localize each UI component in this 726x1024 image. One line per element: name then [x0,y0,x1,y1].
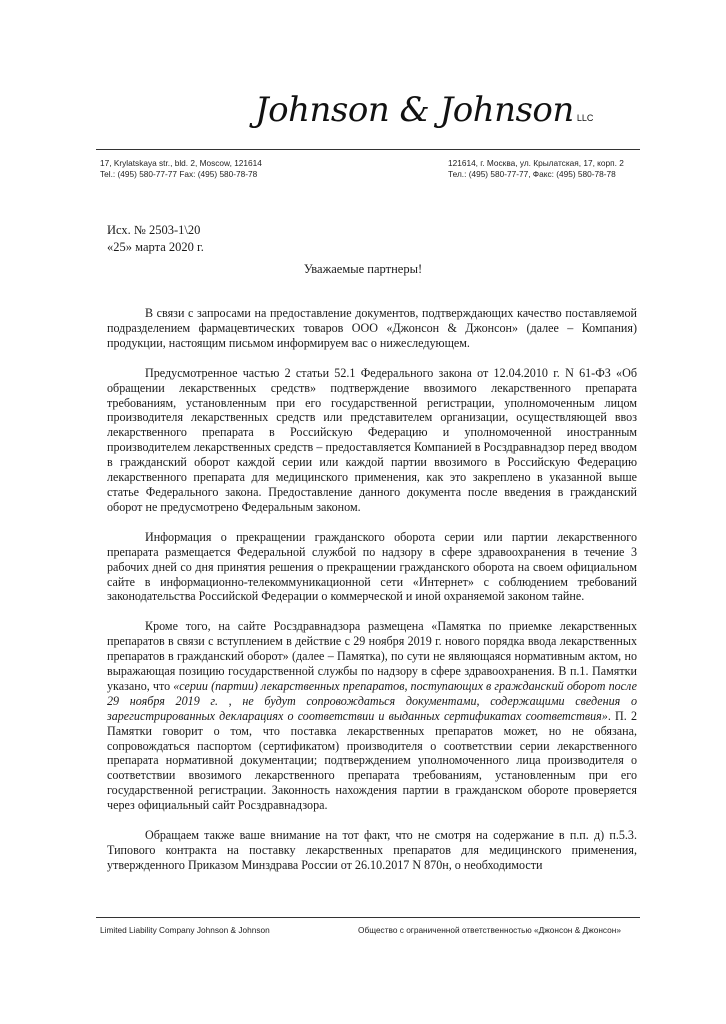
footer-divider [96,917,640,918]
footer-company-en: Limited Liability Company Johnson & Johnson [100,925,270,935]
letter-body [107,306,637,888]
paragraph-4 [107,619,637,813]
address-ru-line1: 121614, г. Москва, ул. Крылатская, 17, корп. 2 [448,158,624,168]
paragraph-3: Информация о прекращении гражданского оборота серии или партии лекарственного препарата размещается Федеральной службой по надзору в сфере здравоохранения в течение 3 рабочих дней со дня принятия решения о прекращении гражданского оборота на своем официальном сайте в информационно-телекоммуникационной сети «Интернет» с соблюдением требований законодательства Российской Федерации о коммерческой и иной охраняемой законом тайне. [107,529,637,604]
address-ru-line2: Тел.: (495) 580-77-77, Факс: (495) 580-78-78 [448,169,616,179]
paragraph-5: Обращаем также ваше внимание на тот факт, что не смотря на содержание в п.п. д) п.5.3. Типового контракта на поставку лекарственных препаратов для медицинского применения, утвержденного Приказом Минздрава России от 26.10.2017 N 870н, о необходимости [107,828,637,872]
paragraph-1: В связи с запросами на предоставление документов, подтверждающих качество поставляемой подразделением фармацевтических товаров ООО «Джонсон & Джонсон» (далее – Компания) продукции, настоящим письмом информируем вас о нижеследующем. [107,306,637,350]
logo-text: Johnson & Johnson [255,90,574,130]
address-en-line1: 17, Krylatskaya str., bld. 2, Moscow, 121614 [100,158,262,168]
address-en-line2: Tel.: (495) 580-77-77 Fax: (495) 580-78-78 [100,169,258,179]
reference-date: «25» марта 2020 г. [107,240,204,254]
company-logo [255,90,593,130]
footer-company-ru: Общество с ограниченной ответственностью «Джонсон & Джонсон» [358,925,621,935]
header-divider [96,149,640,150]
logo-suffix: LLC [576,113,594,123]
paragraph-4-part-a: Кроме того, на сайте Росздравнадзора размещена «Памятка по приемке лекарственных препаратов в связи с вступлением в действие с 29 ноября 2019 г. нового порядка ввода лекарственных препаратов в гражданский оборот» (далее – Памятка), по сути не являющаяся нормативным актом, но выражающая позицию государственной службы по надзору в сфере здравоохранения. В п.1. Памятки указано, что [107,619,637,693]
outgoing-reference [107,222,204,256]
paragraph-4-part-c: . П. 2 Памятки говорит о том, что поставка лекарственных препаратов может, но не обязана, сопровождаться паспортом (сертификатом) производителя о соответствии серии лекарственного препарата нормативной документации; подтверждением уполномоченного лица производителя о соответствии ввозимого лекарственного препарата требованиям, установленным при его государственной регистрации. Законность нахождения партии в гражданском обороте проверяется через официальный сайт Росздравнадзора. [107,708,637,813]
reference-number: Исх. № 2503-1\20 [107,223,201,237]
paragraph-2: Предусмотренное частью 2 статьи 52.1 Федерального закона от 12.04.2010 г. N 61-ФЗ «Об обращении лекарственных средств» подтверждение ввозимого лекарственного препарата требованиям, установленным при его государственной регистрации, уполномоченным лицом производителя лекарственных средств или представителем организации, осуществляющей ввоз лекарственного препарата в Российскую Федерацию и уполномоченной иностранным производителем лекарственных средств – предоставляется Компанией в Росздравнадзор перед вводом в гражданский оборот каждой серии или каждой партии ввозимого в Российскую Федерацию лекарственного препарата для медицинского применения, как это закреплено в указанной выше статье Федерального закона. Предоставление данного документа после введения в гражданский оборот не предусмотрено Федеральным законом. [107,365,637,514]
address-russian [448,158,624,180]
paragraph-4-quote: «серии (партии) лекарственных препаратов, поступающих в гражданский оборот после 29 ноября 2019 г. , не будут сопровождаться документами, содержащими сведения о зарегистрированных декларациях о соответствии и выданных сертификатах соответствия» [107,678,637,723]
address-english [100,158,262,180]
greeting: Уважаемые партнеры! [303,262,423,276]
